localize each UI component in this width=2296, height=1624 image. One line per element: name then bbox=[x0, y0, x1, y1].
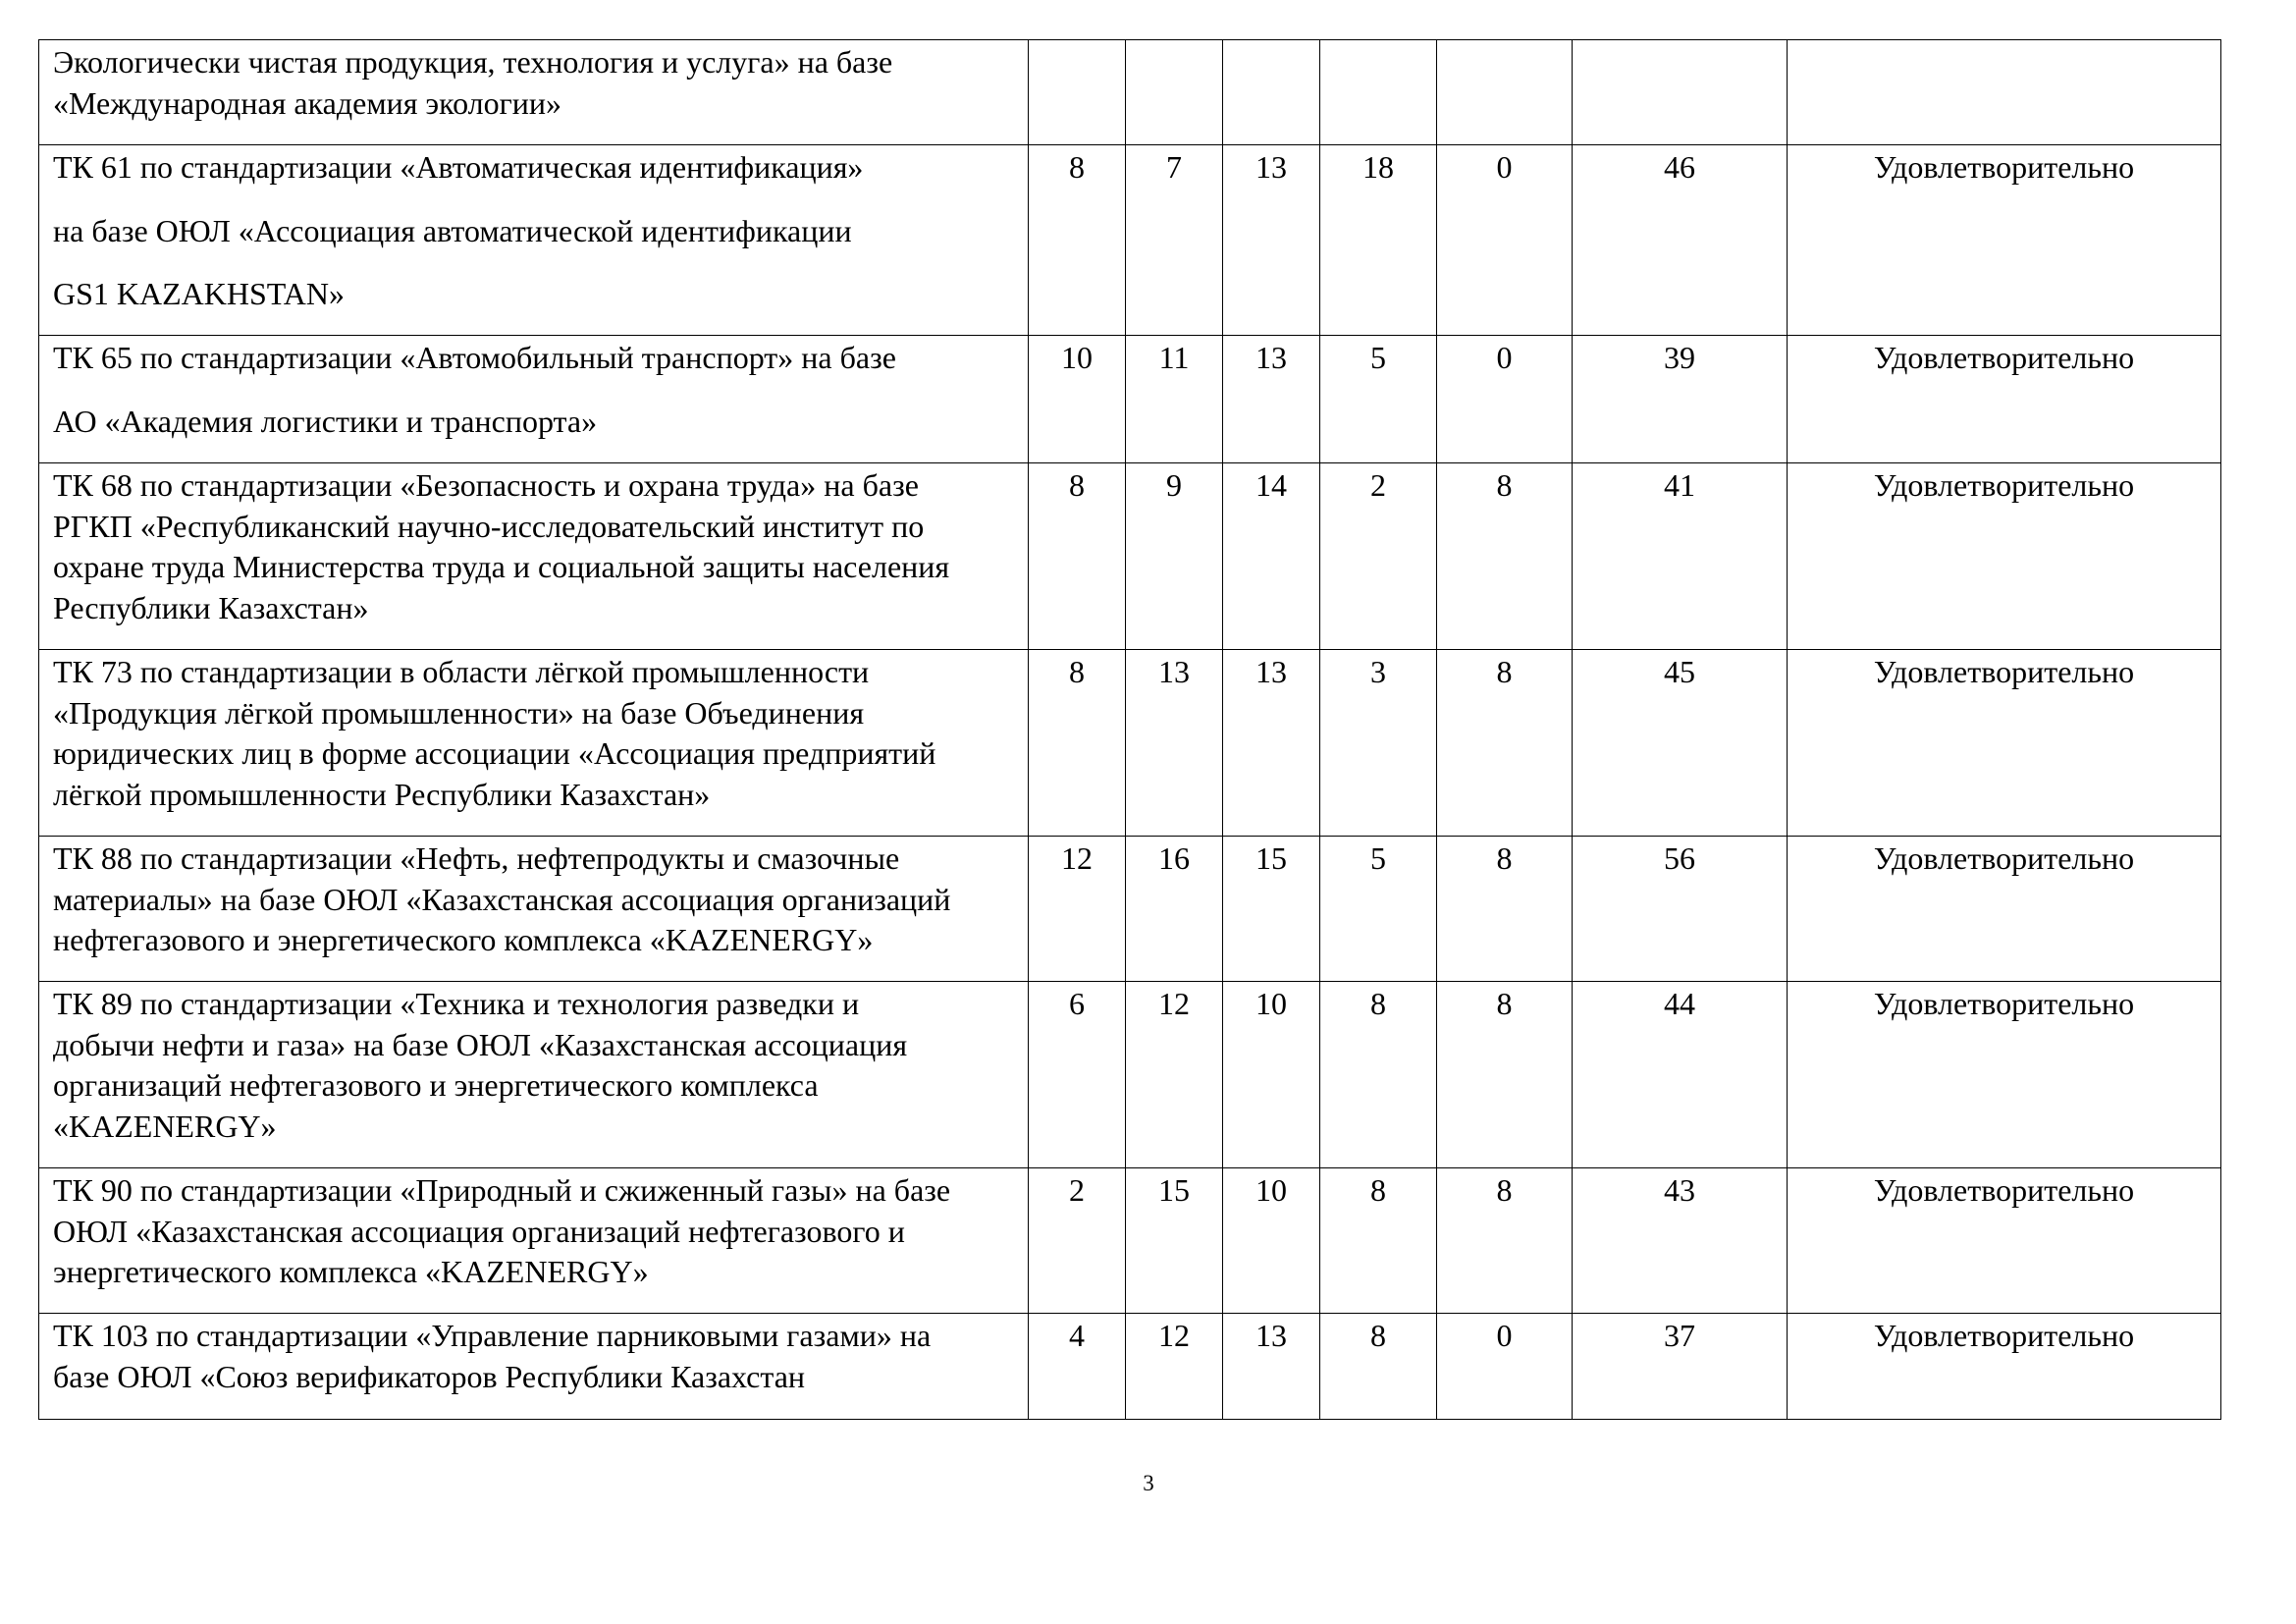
score-cell: 16 bbox=[1126, 837, 1223, 982]
score-cell: 10 bbox=[1223, 982, 1320, 1168]
score-cell: 4 bbox=[1029, 1314, 1126, 1420]
score-cell: 46 bbox=[1573, 145, 1788, 336]
description-line: «Международная академия экологии» bbox=[53, 84, 561, 121]
score-cell: 10 bbox=[1223, 1168, 1320, 1314]
description-line: ТК 61 по стандартизации «Автоматическая идентификация» bbox=[53, 149, 864, 185]
committee-description bbox=[39, 1168, 1029, 1314]
table-row bbox=[39, 336, 2221, 463]
score-cell: 43 bbox=[1573, 1168, 1788, 1314]
description-line: ТК 89 по стандартизации «Техника и технология разведки и bbox=[53, 986, 860, 1021]
page-number: 3 bbox=[1143, 1471, 1154, 1495]
table-row bbox=[39, 1314, 2221, 1420]
score-cell: 45 bbox=[1573, 650, 1788, 837]
score-cell bbox=[1320, 40, 1437, 145]
assessment-cell: Удовлетворительно bbox=[1788, 463, 2221, 650]
score-cell bbox=[1223, 40, 1320, 145]
score-cell: 12 bbox=[1126, 982, 1223, 1168]
description-line: «Продукция лёгкой промышленности» на базе Объединения bbox=[53, 694, 865, 731]
score-cell: 7 bbox=[1126, 145, 1223, 336]
score-cell: 13 bbox=[1223, 336, 1320, 463]
committee-description bbox=[39, 1314, 1029, 1420]
score-cell: 8 bbox=[1320, 1314, 1437, 1420]
description-line: базе ОЮЛ «Союз верификаторов Республики Казахстан bbox=[53, 1358, 806, 1394]
score-cell: 3 bbox=[1320, 650, 1437, 837]
score-cell: 0 bbox=[1437, 1314, 1573, 1420]
score-cell bbox=[1029, 40, 1126, 145]
table-row bbox=[39, 982, 2221, 1168]
score-cell: 8 bbox=[1029, 145, 1126, 336]
description-line: «KAZENERGY» bbox=[53, 1108, 277, 1144]
score-cell bbox=[1437, 40, 1573, 145]
description-line: ТК 73 по стандартизации в области лёгкой промышленности bbox=[53, 654, 870, 689]
description-line: ТК 65 по стандартизации «Автомобильный транспорт» на базе bbox=[53, 340, 896, 375]
score-cell: 8 bbox=[1437, 982, 1573, 1168]
score-cell: 13 bbox=[1223, 1314, 1320, 1420]
description-line: Экологически чистая продукция, технология и услуга» на базе bbox=[53, 44, 893, 80]
committee-description bbox=[39, 463, 1029, 650]
score-cell: 8 bbox=[1320, 982, 1437, 1168]
table-row bbox=[39, 1168, 2221, 1314]
score-cell: 8 bbox=[1320, 1168, 1437, 1314]
description-line: юридических лиц в форме ассоциации «Ассоциация предприятий bbox=[53, 735, 936, 771]
description-line: энергетического комплекса «KAZENERGY» bbox=[53, 1254, 649, 1289]
committee-description bbox=[39, 145, 1029, 336]
description-line: ТК 90 по стандартизации «Природный и сжиженный газы» на базе bbox=[53, 1172, 951, 1208]
committee-description bbox=[39, 982, 1029, 1168]
committee-description bbox=[39, 837, 1029, 982]
description-line: лёгкой промышленности Республики Казахстан» bbox=[53, 776, 711, 812]
description-line: РГКП «Республиканский научно-исследовательский институт по bbox=[53, 508, 925, 544]
score-cell: 9 bbox=[1126, 463, 1223, 650]
score-cell: 6 bbox=[1029, 982, 1126, 1168]
score-cell: 13 bbox=[1126, 650, 1223, 837]
assessment-cell: Удовлетворительно bbox=[1788, 1168, 2221, 1314]
score-cell: 13 bbox=[1223, 145, 1320, 336]
table-row bbox=[39, 837, 2221, 982]
score-cell: 8 bbox=[1437, 463, 1573, 650]
table-row bbox=[39, 145, 2221, 336]
committee-description bbox=[39, 336, 1029, 463]
evaluation-table bbox=[38, 39, 2221, 1420]
score-cell: 11 bbox=[1126, 336, 1223, 463]
assessment-cell: Удовлетворительно bbox=[1788, 145, 2221, 336]
score-cell: 37 bbox=[1573, 1314, 1788, 1420]
committee-description bbox=[39, 650, 1029, 837]
score-cell: 39 bbox=[1573, 336, 1788, 463]
score-cell: 2 bbox=[1029, 1168, 1126, 1314]
score-cell: 41 bbox=[1573, 463, 1788, 650]
table-body bbox=[39, 40, 2221, 1420]
score-cell bbox=[1573, 40, 1788, 145]
score-cell: 5 bbox=[1320, 336, 1437, 463]
description-line: на базе ОЮЛ «Ассоциация автоматической идентификации bbox=[53, 212, 852, 248]
score-cell: 13 bbox=[1223, 650, 1320, 837]
score-cell: 15 bbox=[1126, 1168, 1223, 1314]
assessment-cell: Удовлетворительно bbox=[1788, 336, 2221, 463]
table-row bbox=[39, 650, 2221, 837]
description-line: ТК 88 по стандартизации «Нефть, нефтепродукты и смазочные bbox=[53, 840, 900, 876]
score-cell: 15 bbox=[1223, 837, 1320, 982]
score-cell: 8 bbox=[1437, 837, 1573, 982]
score-cell: 44 bbox=[1573, 982, 1788, 1168]
description-line: Республики Казахстан» bbox=[53, 589, 369, 625]
description-line: GS1 KAZAKHSTAN» bbox=[53, 276, 345, 311]
description-line: ОЮЛ «Казахстанская ассоциация организаций нефтегазового и bbox=[53, 1213, 905, 1249]
score-cell: 0 bbox=[1437, 145, 1573, 336]
description-line: ТК 103 по стандартизации «Управление парниковыми газами» на bbox=[53, 1318, 932, 1353]
description-line: охране труда Министерства труда и социальной защиты населения bbox=[53, 549, 950, 584]
score-cell: 8 bbox=[1437, 650, 1573, 837]
score-cell: 10 bbox=[1029, 336, 1126, 463]
score-cell: 8 bbox=[1029, 650, 1126, 837]
assessment-cell bbox=[1788, 40, 2221, 145]
table-row bbox=[39, 40, 2221, 145]
score-cell: 8 bbox=[1437, 1168, 1573, 1314]
score-cell: 2 bbox=[1320, 463, 1437, 650]
assessment-cell: Удовлетворительно bbox=[1788, 982, 2221, 1168]
score-cell: 8 bbox=[1029, 463, 1126, 650]
score-cell: 12 bbox=[1126, 1314, 1223, 1420]
score-cell: 18 bbox=[1320, 145, 1437, 336]
table-row bbox=[39, 463, 2221, 650]
assessment-cell: Удовлетворительно bbox=[1788, 1314, 2221, 1420]
score-cell: 5 bbox=[1320, 837, 1437, 982]
score-cell: 0 bbox=[1437, 336, 1573, 463]
score-cell: 56 bbox=[1573, 837, 1788, 982]
score-cell: 14 bbox=[1223, 463, 1320, 650]
description-line: нефтегазового и энергетического комплекса «KAZENERGY» bbox=[53, 922, 874, 957]
score-cell: 12 bbox=[1029, 837, 1126, 982]
description-line: материалы» на базе ОЮЛ «Казахстанская ассоциация организаций bbox=[53, 881, 951, 917]
description-line: добычи нефти и газа» на базе ОЮЛ «Казахстанская ассоциация bbox=[53, 1026, 908, 1062]
description-line: АО «Академия логистики и транспорта» bbox=[53, 403, 598, 439]
description-line: ТК 68 по стандартизации «Безопасность и охрана труда» на базе bbox=[53, 467, 919, 503]
description-line: организаций нефтегазового и энергетического комплекса bbox=[53, 1067, 819, 1103]
assessment-cell: Удовлетворительно bbox=[1788, 650, 2221, 837]
assessment-cell: Удовлетворительно bbox=[1788, 837, 2221, 982]
score-cell bbox=[1126, 40, 1223, 145]
committee-description bbox=[39, 40, 1029, 145]
